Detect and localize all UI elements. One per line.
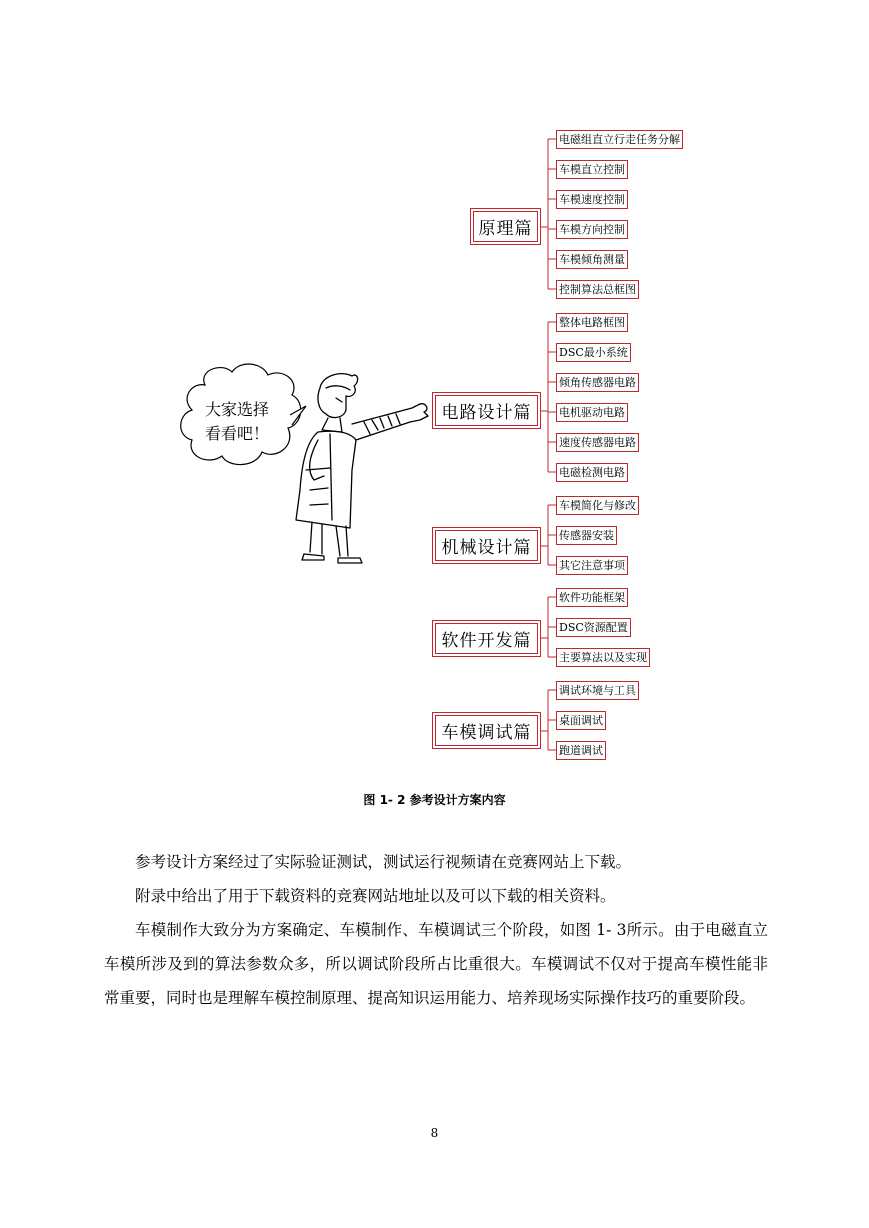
section-software [432,620,541,657]
bubble-line-1: 大家选择 [205,400,270,419]
section-circuit [432,392,541,429]
leaf-item: 主要算法以及实现 [556,648,650,667]
section-mechanical-label: 机械设计篇 [435,530,538,561]
leaf-item: 桌面调试 [556,711,606,730]
page-number: 8 [430,1126,439,1140]
section-debugging [432,712,541,749]
figure-caption: 图 1- 2 参考设计方案内容 [363,793,506,807]
leaf-item: 车模倾角测量 [556,250,628,269]
paragraph: 参考设计方案经过了实际验证测试，测试运行视频请在竞赛网站上下载。 [135,853,632,871]
section-circuit-label: 电路设计篇 [435,395,538,426]
leaf-item: 车模方向控制 [556,220,628,239]
speech-bubble-text [205,398,269,446]
leaf-item: 电磁检测电路 [556,463,628,482]
leaf-item: 车模速度控制 [556,190,628,209]
section-debugging-label: 车模调试篇 [435,715,538,746]
leaf-item: 电磁组直立行走任务分解 [556,130,683,149]
bubble-line-2: 看看吧！ [205,424,270,443]
leaf-item: 控制算法总框图 [556,280,639,299]
section-principle [470,208,541,245]
leaf-item: 调试环境与工具 [556,681,639,700]
leaf-item: 跑道调试 [556,741,606,760]
paragraph: 车模制作大致分为方案确定、车模制作、车模调试三个阶段，如图 1- 3所示。由于电磁直立车模所涉及到的算法参数众多，所以调试阶段所占比重很大。车模调试不仅对于提高车模性能非常重要，同时也是理解车模控制原理、提高知识运用能力、培养现场实际操作技巧的重要阶段。 [104,921,768,1007]
leaf-item: 软件功能框架 [556,588,628,607]
leaf-item: DSC最小系统 [556,343,631,362]
leaf-item: 电机驱动电路 [556,403,628,422]
pointing-man-illustration [296,374,428,563]
section-mechanical [432,527,541,564]
section-software-label: 软件开发篇 [435,623,538,654]
leaf-item: DSC资源配置 [556,618,631,637]
paragraph: 附录中给出了用于下载资料的竞赛网站地址以及可以下载的相关资料。 [135,887,616,905]
leaf-item: 倾角传感器电路 [556,373,639,392]
leaf-item: 车模直立控制 [556,160,628,179]
leaf-item: 整体电路框图 [556,313,628,332]
leaf-item: 其它注意事项 [556,556,628,575]
leaf-item: 速度传感器电路 [556,433,639,452]
leaf-item: 车模简化与修改 [556,496,639,515]
section-principle-label: 原理篇 [473,211,538,242]
leaf-item: 传感器安装 [556,526,617,545]
